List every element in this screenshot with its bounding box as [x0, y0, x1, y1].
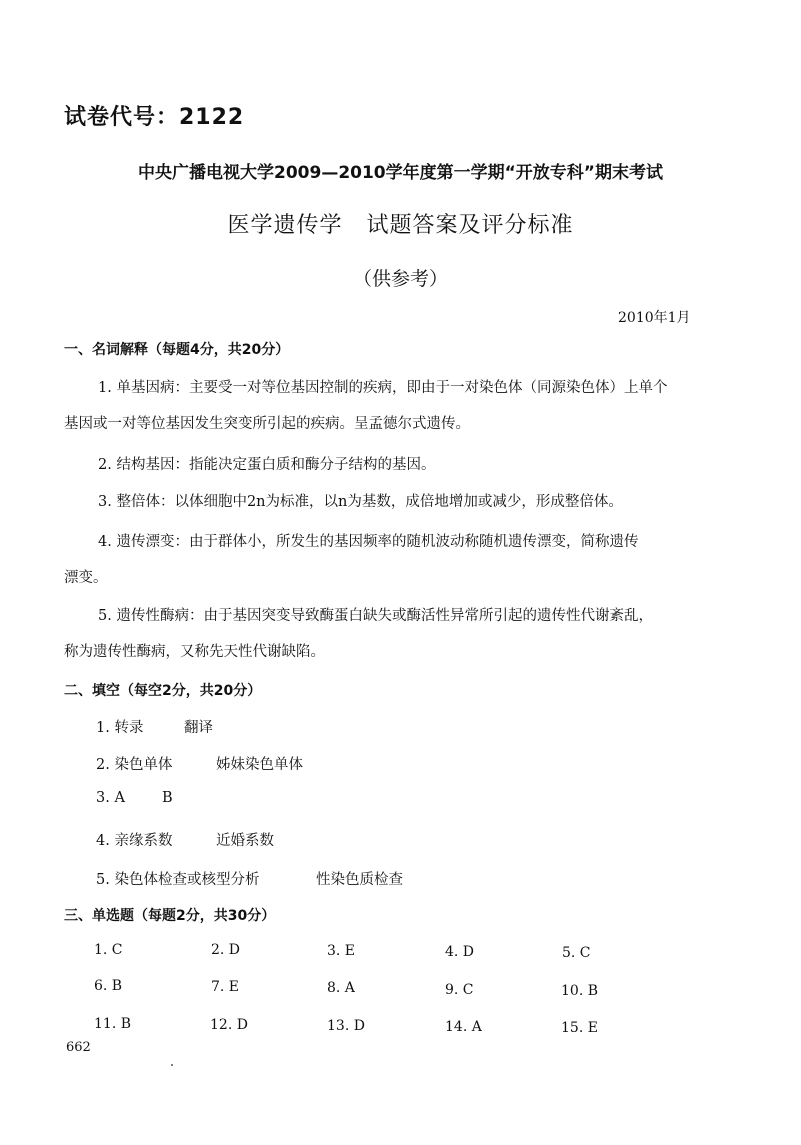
blank-answer: 4. 亲缘系数: [96, 833, 173, 849]
choice-answer: 6. B: [94, 978, 123, 994]
definition-line: 称为遗传性酶病，又称先天性代谢缺陷。: [64, 644, 325, 660]
definition-line: 2. 结构基因：指能决定蛋白质和酶分子结构的基因。: [98, 457, 436, 473]
section-heading-definitions: 一、名词解释（每题4分，共20分）: [64, 342, 290, 358]
definition-line: 1. 单基因病：主要受一对等位基因控制的疾病，即由于一对染色体（同源染色体）上单个: [98, 380, 668, 396]
choice-answer: 5. C: [562, 945, 591, 961]
choice-answer: 9. C: [445, 982, 474, 998]
fill-blank-row: [96, 716, 213, 737]
blank-answer: 翻译: [184, 720, 213, 736]
page-number: 662: [66, 1040, 91, 1055]
blank-answer: 1. 转录: [96, 720, 144, 736]
document-type: 试题答案及评分标准: [366, 213, 574, 238]
choice-answer: 8. A: [327, 980, 355, 996]
fill-blank-row: [96, 790, 173, 806]
blank-answer: 性染色质检查: [316, 872, 403, 888]
choice-answer: 4. D: [445, 944, 475, 960]
choice-answer: 10. B: [561, 983, 599, 999]
blank-answer: 近婚系数: [216, 833, 274, 849]
definition-line: 漂变。: [64, 570, 108, 586]
choice-answer: 13. D: [327, 1018, 365, 1034]
fill-blank-row: [96, 753, 303, 774]
fill-blank-row: [96, 868, 403, 889]
subject-title: [0, 208, 801, 239]
section-heading-single-choice: 三、单选题（每题2分，共30分）: [64, 908, 276, 924]
choice-answer: 15. E: [561, 1020, 598, 1036]
scan-speck: [171, 1064, 173, 1066]
exam-date: 2010年1月: [618, 310, 691, 326]
definition-line: 3. 整倍体：以体细胞中2n为标准，以n为基数，成倍地增加或减少，形成整倍体。: [98, 494, 623, 510]
subject-name: 医学遗传学: [227, 213, 343, 238]
choice-answer: 3. E: [327, 943, 356, 959]
blank-answer: 3. A: [96, 790, 125, 806]
blank-answer: B: [162, 790, 173, 806]
choice-answer: 11. B: [94, 1016, 132, 1032]
choice-answer: 14. A: [445, 1019, 482, 1035]
choice-answer: 1. C: [94, 942, 123, 958]
choice-answer: 12. D: [210, 1017, 248, 1033]
blank-answer: 5. 染色体检查或核型分析: [96, 872, 260, 888]
fill-blank-row: [96, 829, 274, 850]
definition-line: 5. 遗传性酶病：由于基因突变导致酶蛋白缺失或酶活性异常所引起的遗传性代谢紊乱，: [98, 608, 653, 624]
choice-answer: 2. D: [211, 942, 241, 958]
paper-code: 试卷代号：2122: [64, 105, 245, 130]
reference-note: （供参考）: [352, 268, 448, 290]
blank-answer: 2. 染色单体: [96, 757, 173, 773]
exam-title: 中央广播电视大学2009—2010学年度第一学期“开放专科”期末考试: [138, 163, 663, 183]
choice-answer: 7. E: [211, 979, 240, 995]
blank-answer: 姊妹染色单体: [216, 757, 303, 773]
definition-line: 4. 遗传漂变：由于群体小，所发生的基因频率的随机波动称随机遗传漂变，简称遗传: [98, 534, 639, 550]
section-heading-fill-blank: 二、填空（每空2分，共20分）: [64, 683, 262, 699]
definition-line: 基因或一对等位基因发生突变所引起的疾病。呈孟德尔式遗传。: [64, 416, 470, 432]
